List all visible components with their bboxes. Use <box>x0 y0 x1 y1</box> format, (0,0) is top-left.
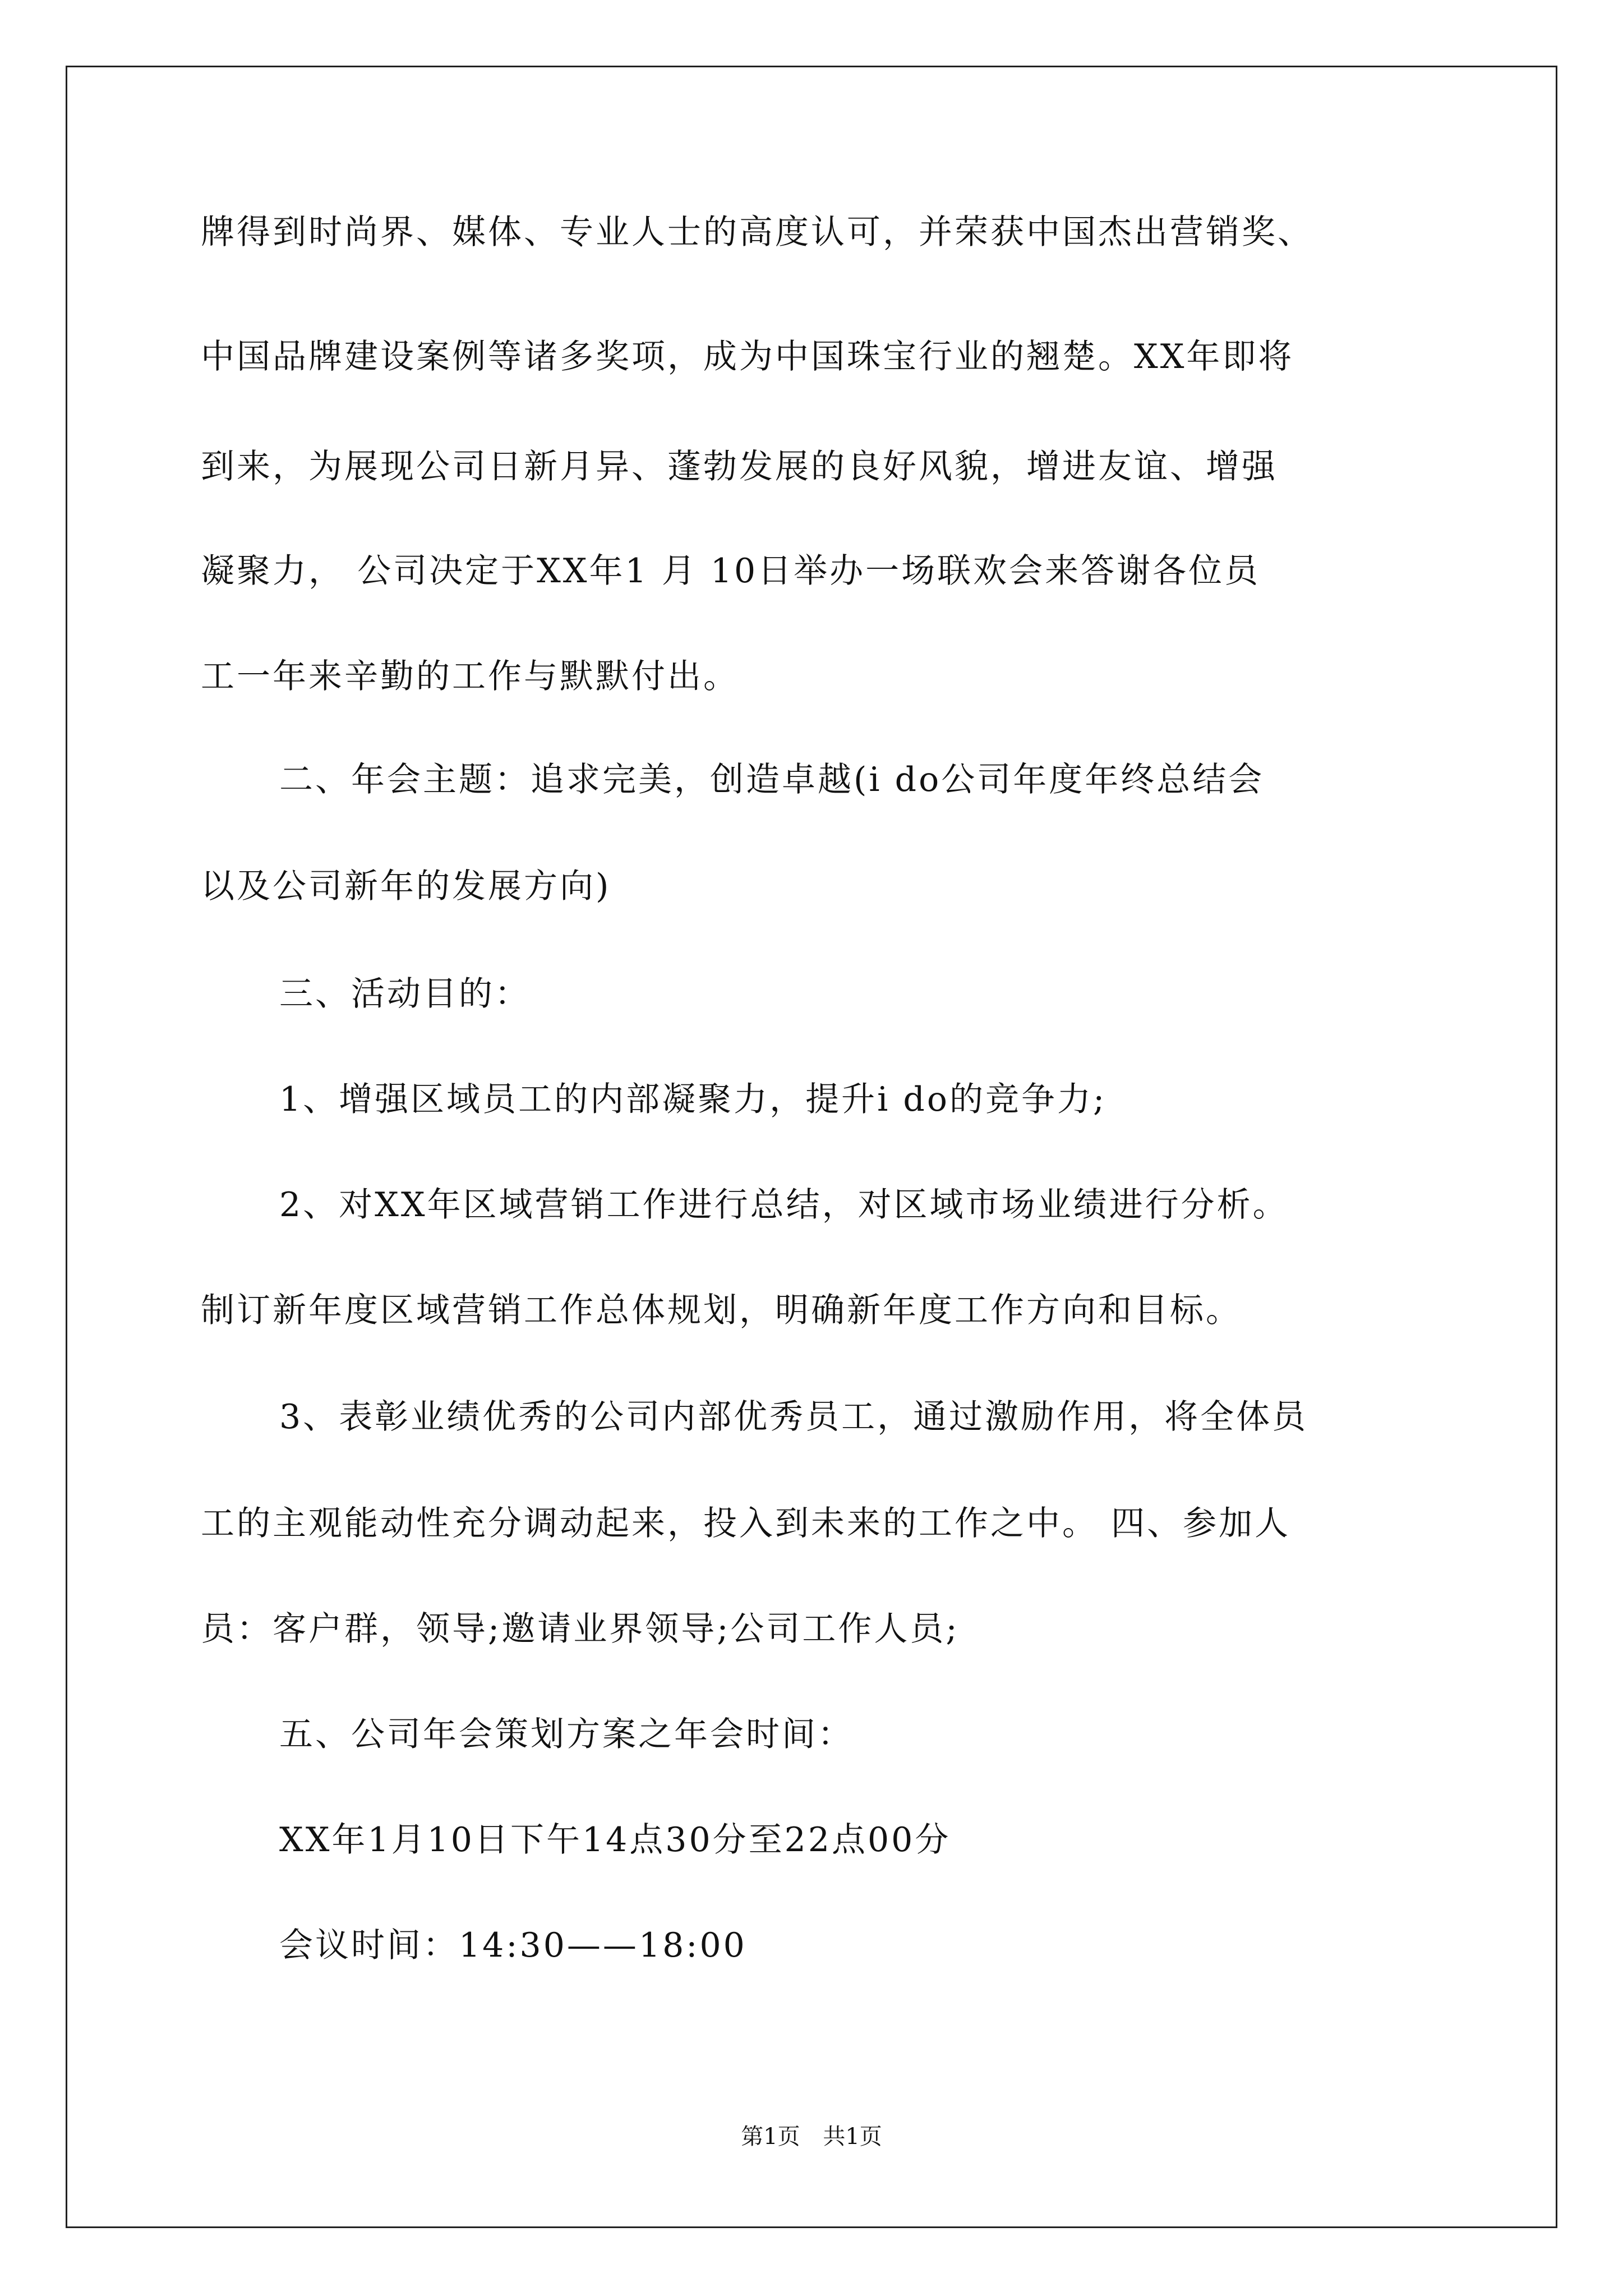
paragraph-line: 会议时间：14:30——18:00 <box>279 1926 747 1965</box>
paragraph-line: 员：客户群，领导;邀请业界领导;公司工作人员; <box>201 1609 960 1649</box>
page-footer <box>0 2123 1623 2151</box>
section-heading-goals: 三、活动目的： <box>279 974 531 1014</box>
list-item: 2、对XX年区域营销工作进行总结，对区域市场业绩进行分析。 <box>279 1185 1289 1225</box>
paragraph-line: XX年1月10日下午14点30分至22点00分 <box>279 1820 951 1860</box>
page-number: 第1页 <box>741 2124 800 2150</box>
section-heading-theme: 二、年会主题：追求完美，创造卓越(i do公司年度年终总结会 <box>279 760 1265 799</box>
list-item: 1、增强区域员工的内部凝聚力，提升i do的竞争力; <box>279 1080 1107 1119</box>
paragraph-line: 工一年来辛勤的工作与默默付出。 <box>201 657 739 696</box>
page-total: 共1页 <box>823 2124 882 2150</box>
paragraph-line: 工的主观能动性充分调动起来，投入到未来的工作之中。 四、参加人 <box>201 1504 1291 1543</box>
paragraph-line: 凝聚力， 公司决定于XX年1 月 10日举办一场联欢会来答谢各位员 <box>201 551 1261 591</box>
section-heading-time: 五、公司年会策划方案之年会时间： <box>279 1715 854 1754</box>
paragraph-line: 制订新年度区域营销工作总体规划，明确新年度工作方向和目标。 <box>201 1291 1242 1330</box>
paragraph-line: 以及公司新年的发展方向) <box>201 867 611 906</box>
paragraph-line: 到来，为展现公司日新月异、蓬勃发展的良好风貌，增进友谊、增强 <box>201 447 1278 486</box>
list-item: 3、表彰业绩优秀的公司内部优秀员工，通过激励作用，将全体员 <box>279 1397 1308 1437</box>
paragraph-line: 牌得到时尚界、媒体、专业人士的高度认可，并荣获中国杰出营销奖、 <box>201 213 1313 252</box>
paragraph-line: 中国品牌建设案例等诸多奖项，成为中国珠宝行业的翘楚。XX年即将 <box>201 337 1294 376</box>
page-border <box>66 66 1557 2228</box>
